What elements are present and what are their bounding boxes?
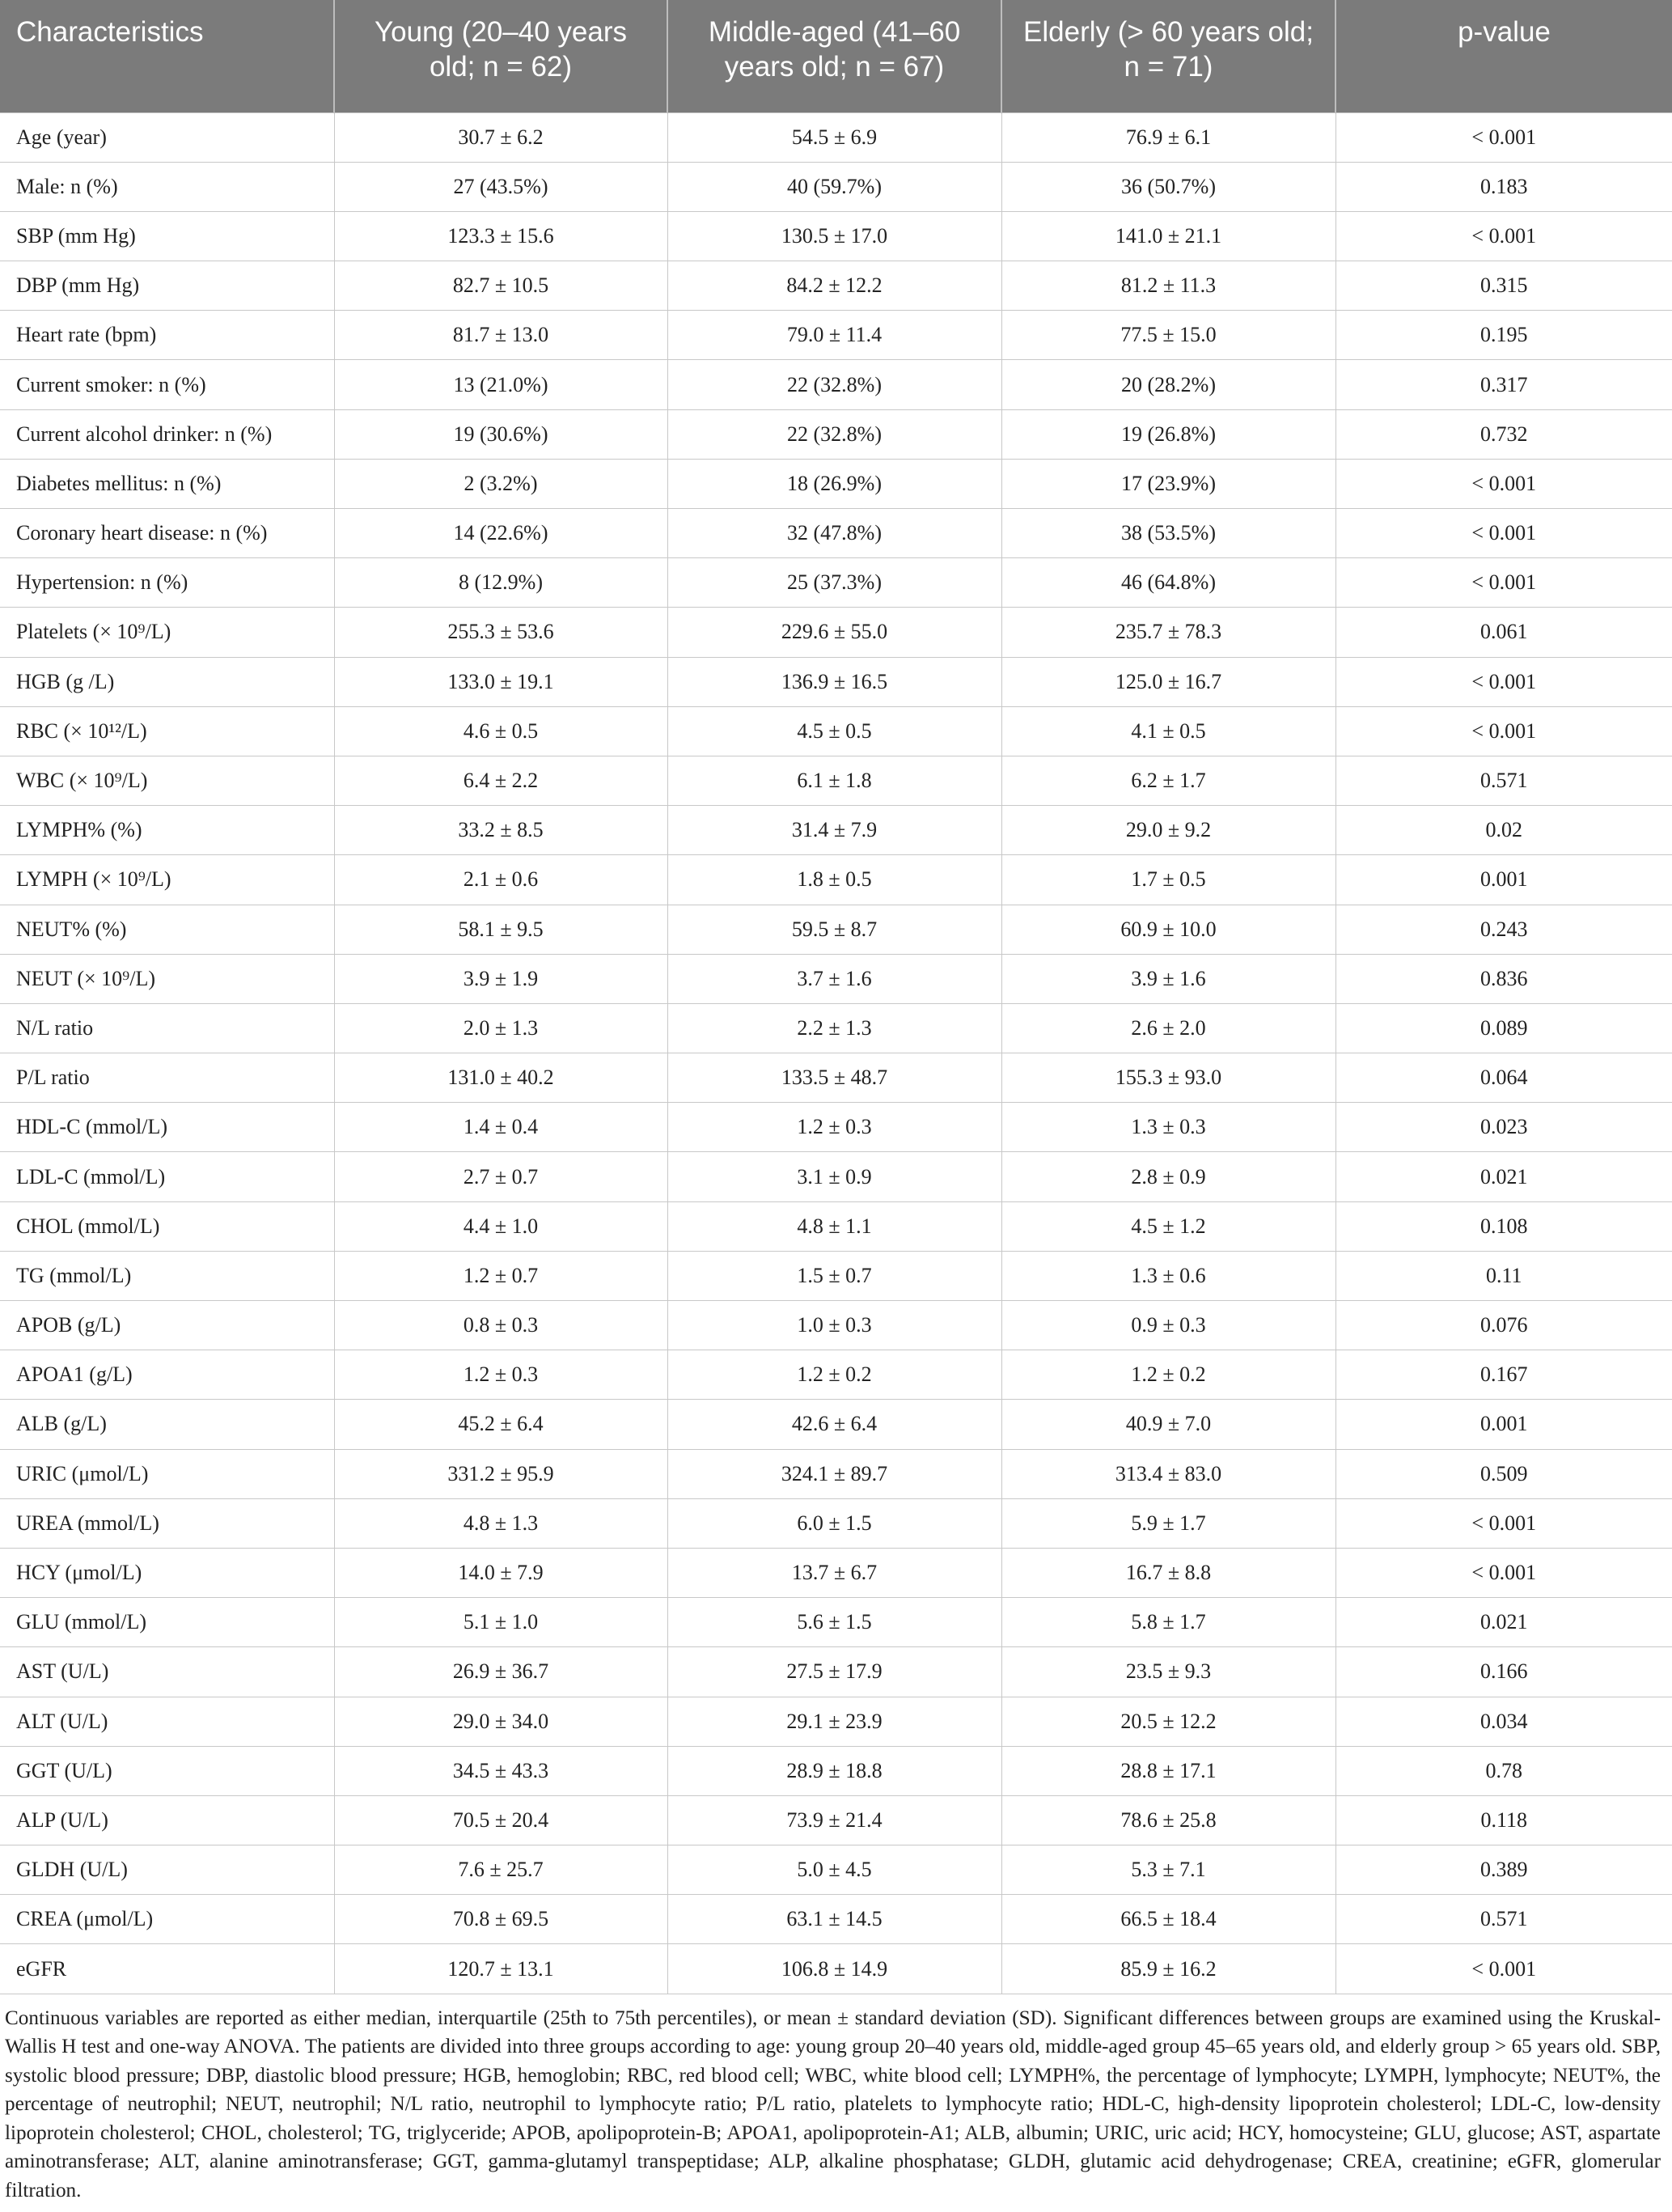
characteristic-cell: P/L ratio [0, 1053, 334, 1103]
young-cell: 70.8 ± 69.5 [334, 1895, 667, 1944]
p-value-cell: 0.195 [1335, 311, 1672, 360]
table-row [0, 1598, 1672, 1647]
young-cell: 7.6 ± 25.7 [334, 1845, 667, 1895]
middle-aged-cell: 1.2 ± 0.2 [667, 1350, 1001, 1400]
elderly-cell: 141.0 ± 21.1 [1001, 211, 1335, 261]
table-row [0, 1944, 1672, 1994]
middle-aged-cell: 73.9 ± 21.4 [667, 1795, 1001, 1845]
middle-aged-cell: 27.5 ± 17.9 [667, 1647, 1001, 1697]
young-cell: 2.0 ± 1.3 [334, 1003, 667, 1053]
table-row [0, 459, 1672, 508]
young-cell: 331.2 ± 95.9 [334, 1449, 667, 1498]
middle-aged-cell: 130.5 ± 17.0 [667, 211, 1001, 261]
p-value-cell: 0.78 [1335, 1746, 1672, 1795]
elderly-cell: 4.5 ± 1.2 [1001, 1201, 1335, 1251]
elderly-cell: 5.3 ± 7.1 [1001, 1845, 1335, 1895]
p-value-cell: 0.571 [1335, 1895, 1672, 1944]
young-cell: 255.3 ± 53.6 [334, 608, 667, 657]
characteristic-cell: HGB (g /L) [0, 657, 334, 706]
p-value-cell: < 0.001 [1335, 211, 1672, 261]
p-value-cell: 0.183 [1335, 162, 1672, 211]
table-row [0, 954, 1672, 1003]
header-characteristics: Characteristics [16, 16, 204, 48]
p-value-cell: < 0.001 [1335, 1548, 1672, 1597]
characteristic-cell: CREA (μmol/L) [0, 1895, 334, 1944]
young-cell: 19 (30.6%) [334, 409, 667, 459]
elderly-cell: 2.6 ± 2.0 [1001, 1003, 1335, 1053]
middle-aged-cell: 1.5 ± 0.7 [667, 1251, 1001, 1300]
young-cell: 4.6 ± 0.5 [334, 706, 667, 756]
header-young: Young (20–40 years old; n = 62) [334, 0, 667, 112]
table-footnote: Continuous variables are reported as either median, interquartile (25th to 75th percentiles), or mean ± standard deviation (SD). Significant differences between groups are examined using the Kruskal-Wallis H test and one-way ANOVA. The patients are divided into three groups according to age: young group 20–40 years old, middle-aged group 45–65 years old, and elderly group > 65 years old. SBP, systolic blood pressure; DBP, diastolic blood pressure; HGB, hemoglobin; RBC, red blood cell; WBC, white blood cell; LYMPH%, the percentage of lymphocyte; LYMPH, lymphocyte; NEUT%, the percentage of neutrophil; NEUT, neutrophil; N/L ratio, neutrophil to lymphocyte ratio; P/L ratio, platelets to lymphocyte ratio; HDL-C, high-density lipoprotein cholesterol; LDL-C, low-density lipoprotein cholesterol; CHOL, cholesterol; TG, triglyceride; APOB, apolipoprotein-B; APOA1, apolipoprotein-A1; ALB, albumin; URIC, uric acid; HCY, homocysteine; GLU, glucose; AST, aspartate aminotransferase; ALT, alanine aminotransferase; GGT, gamma-glutamyl transpeptidase; ALP, alkaline phosphatase; GLDH, glutamic acid dehydrogenase; CREA, creatinine; eGFR, glomerular filtration. [5, 2006, 1661, 2201]
table-row [0, 905, 1672, 954]
young-cell: 82.7 ± 10.5 [334, 261, 667, 311]
young-cell: 2 (3.2%) [334, 459, 667, 508]
middle-aged-cell: 29.1 ± 23.9 [667, 1697, 1001, 1746]
young-cell: 26.9 ± 36.7 [334, 1647, 667, 1697]
middle-aged-cell: 25 (37.3%) [667, 558, 1001, 608]
middle-aged-cell: 4.8 ± 1.1 [667, 1201, 1001, 1251]
header-row [0, 0, 1672, 112]
elderly-cell: 60.9 ± 10.0 [1001, 905, 1335, 954]
elderly-cell: 2.8 ± 0.9 [1001, 1152, 1335, 1201]
table-row [0, 311, 1672, 360]
young-cell: 131.0 ± 40.2 [334, 1053, 667, 1103]
elderly-cell: 29.0 ± 9.2 [1001, 806, 1335, 855]
characteristic-cell: UREA (mmol/L) [0, 1498, 334, 1548]
table-row [0, 806, 1672, 855]
middle-aged-cell: 1.8 ± 0.5 [667, 855, 1001, 905]
table-row [0, 1103, 1672, 1152]
middle-aged-cell: 79.0 ± 11.4 [667, 311, 1001, 360]
young-cell: 1.2 ± 0.3 [334, 1350, 667, 1400]
p-value-cell: 0.732 [1335, 409, 1672, 459]
p-value-cell: 0.064 [1335, 1053, 1672, 1103]
elderly-cell: 76.9 ± 6.1 [1001, 112, 1335, 162]
elderly-cell: 17 (23.9%) [1001, 459, 1335, 508]
young-cell: 5.1 ± 1.0 [334, 1598, 667, 1647]
middle-aged-cell: 106.8 ± 14.9 [667, 1944, 1001, 1994]
middle-aged-cell: 6.1 ± 1.8 [667, 756, 1001, 805]
middle-aged-cell: 18 (26.9%) [667, 459, 1001, 508]
characteristic-cell: Male: n (%) [0, 162, 334, 211]
characteristic-cell: URIC (μmol/L) [0, 1449, 334, 1498]
young-cell: 30.7 ± 6.2 [334, 112, 667, 162]
table-row [0, 1350, 1672, 1400]
table-row [0, 1498, 1672, 1548]
p-value-cell: 0.023 [1335, 1103, 1672, 1152]
header-p-value: p-value [1335, 0, 1672, 112]
middle-aged-cell: 63.1 ± 14.5 [667, 1895, 1001, 1944]
elderly-cell: 19 (26.8%) [1001, 409, 1335, 459]
characteristic-cell: APOB (g/L) [0, 1301, 334, 1350]
characteristic-cell: LYMPH (× 10⁹/L) [0, 855, 334, 905]
elderly-cell: 3.9 ± 1.6 [1001, 954, 1335, 1003]
characteristic-cell: ALB (g/L) [0, 1400, 334, 1449]
p-value-cell: < 0.001 [1335, 1498, 1672, 1548]
characteristic-cell: HDL-C (mmol/L) [0, 1103, 334, 1152]
characteristic-cell: DBP (mm Hg) [0, 261, 334, 311]
characteristic-cell: NEUT (× 10⁹/L) [0, 954, 334, 1003]
elderly-cell: 20 (28.2%) [1001, 360, 1335, 409]
characteristic-cell: HCY (μmol/L) [0, 1548, 334, 1597]
elderly-cell: 16.7 ± 8.8 [1001, 1548, 1335, 1597]
young-cell: 1.4 ± 0.4 [334, 1103, 667, 1152]
middle-aged-cell: 40 (59.7%) [667, 162, 1001, 211]
p-value-cell: 0.167 [1335, 1350, 1672, 1400]
p-value-cell: < 0.001 [1335, 112, 1672, 162]
p-value-cell: 0.001 [1335, 1400, 1672, 1449]
characteristic-cell: NEUT% (%) [0, 905, 334, 954]
middle-aged-cell: 4.5 ± 0.5 [667, 706, 1001, 756]
table-row [0, 1895, 1672, 1944]
middle-aged-cell: 136.9 ± 16.5 [667, 657, 1001, 706]
young-cell: 8 (12.9%) [334, 558, 667, 608]
p-value-cell: 0.076 [1335, 1301, 1672, 1350]
p-value-cell: 0.315 [1335, 261, 1672, 311]
table-row [0, 1251, 1672, 1300]
characteristic-cell: LYMPH% (%) [0, 806, 334, 855]
table-row [0, 1201, 1672, 1251]
elderly-cell: 313.4 ± 83.0 [1001, 1449, 1335, 1498]
elderly-cell: 1.7 ± 0.5 [1001, 855, 1335, 905]
characteristic-cell: GLDH (U/L) [0, 1845, 334, 1895]
middle-aged-cell: 13.7 ± 6.7 [667, 1548, 1001, 1597]
characteristic-cell: Hypertension: n (%) [0, 558, 334, 608]
elderly-cell: 1.3 ± 0.6 [1001, 1251, 1335, 1300]
elderly-cell: 23.5 ± 9.3 [1001, 1647, 1335, 1697]
characteristic-cell: Diabetes mellitus: n (%) [0, 459, 334, 508]
characteristic-cell: Age (year) [0, 112, 334, 162]
p-value-cell: 0.02 [1335, 806, 1672, 855]
elderly-cell: 1.3 ± 0.3 [1001, 1103, 1335, 1152]
middle-aged-cell: 1.0 ± 0.3 [667, 1301, 1001, 1350]
young-cell: 123.3 ± 15.6 [334, 211, 667, 261]
table-row [0, 1152, 1672, 1201]
p-value-cell: < 0.001 [1335, 558, 1672, 608]
table-row [0, 855, 1672, 905]
p-value-cell: < 0.001 [1335, 706, 1672, 756]
elderly-cell: 5.8 ± 1.7 [1001, 1598, 1335, 1647]
elderly-cell: 6.2 ± 1.7 [1001, 756, 1335, 805]
p-value-cell: 0.317 [1335, 360, 1672, 409]
elderly-cell: 85.9 ± 16.2 [1001, 1944, 1335, 1994]
elderly-cell: 66.5 ± 18.4 [1001, 1895, 1335, 1944]
middle-aged-cell: 5.6 ± 1.5 [667, 1598, 1001, 1647]
middle-aged-cell: 59.5 ± 8.7 [667, 905, 1001, 954]
table-row [0, 558, 1672, 608]
table-row [0, 1053, 1672, 1103]
table-row [0, 706, 1672, 756]
p-value-cell: 0.108 [1335, 1201, 1672, 1251]
characteristic-cell: ALT (U/L) [0, 1697, 334, 1746]
elderly-cell: 46 (64.8%) [1001, 558, 1335, 608]
young-cell: 3.9 ± 1.9 [334, 954, 667, 1003]
table-row [0, 1647, 1672, 1697]
characteristic-cell: Heart rate (bpm) [0, 311, 334, 360]
characteristic-cell: Coronary heart disease: n (%) [0, 509, 334, 558]
elderly-cell: 77.5 ± 15.0 [1001, 311, 1335, 360]
p-value-cell: 0.509 [1335, 1449, 1672, 1498]
elderly-cell: 20.5 ± 12.2 [1001, 1697, 1335, 1746]
middle-aged-cell: 6.0 ± 1.5 [667, 1498, 1001, 1548]
p-value-cell: 0.11 [1335, 1251, 1672, 1300]
elderly-cell: 155.3 ± 93.0 [1001, 1053, 1335, 1103]
table-row [0, 1795, 1672, 1845]
p-value-cell: 0.118 [1335, 1795, 1672, 1845]
young-cell: 70.5 ± 20.4 [334, 1795, 667, 1845]
young-cell: 14 (22.6%) [334, 509, 667, 558]
table-row [0, 409, 1672, 459]
p-value-cell: 0.571 [1335, 756, 1672, 805]
p-value-cell: 0.034 [1335, 1697, 1672, 1746]
middle-aged-cell: 3.1 ± 0.9 [667, 1152, 1001, 1201]
characteristic-cell: SBP (mm Hg) [0, 211, 334, 261]
p-value-cell: 0.836 [1335, 954, 1672, 1003]
middle-aged-cell: 84.2 ± 12.2 [667, 261, 1001, 311]
p-value-cell: 0.021 [1335, 1598, 1672, 1647]
p-value-cell: 0.001 [1335, 855, 1672, 905]
middle-aged-cell: 22 (32.8%) [667, 360, 1001, 409]
characteristic-cell: eGFR [0, 1944, 334, 1994]
table-row [0, 1746, 1672, 1795]
table-row [0, 509, 1672, 558]
middle-aged-cell: 1.2 ± 0.3 [667, 1103, 1001, 1152]
p-value-cell: 0.061 [1335, 608, 1672, 657]
middle-aged-cell: 42.6 ± 6.4 [667, 1400, 1001, 1449]
characteristic-cell: ALP (U/L) [0, 1795, 334, 1845]
elderly-cell: 0.9 ± 0.3 [1001, 1301, 1335, 1350]
table-row [0, 1003, 1672, 1053]
young-cell: 33.2 ± 8.5 [334, 806, 667, 855]
table-row [0, 1301, 1672, 1350]
middle-aged-cell: 54.5 ± 6.9 [667, 112, 1001, 162]
middle-aged-cell: 5.0 ± 4.5 [667, 1845, 1001, 1895]
middle-aged-cell: 28.9 ± 18.8 [667, 1746, 1001, 1795]
middle-aged-cell: 32 (47.8%) [667, 509, 1001, 558]
characteristic-cell: Current alcohol drinker: n (%) [0, 409, 334, 459]
table-row [0, 756, 1672, 805]
young-cell: 4.8 ± 1.3 [334, 1498, 667, 1548]
young-cell: 4.4 ± 1.0 [334, 1201, 667, 1251]
table-row [0, 1449, 1672, 1498]
elderly-cell: 28.8 ± 17.1 [1001, 1746, 1335, 1795]
p-value-cell: < 0.001 [1335, 509, 1672, 558]
young-cell: 2.1 ± 0.6 [334, 855, 667, 905]
table-row [0, 608, 1672, 657]
elderly-cell: 78.6 ± 25.8 [1001, 1795, 1335, 1845]
middle-aged-cell: 3.7 ± 1.6 [667, 954, 1001, 1003]
elderly-cell: 81.2 ± 11.3 [1001, 261, 1335, 311]
elderly-cell: 1.2 ± 0.2 [1001, 1350, 1335, 1400]
young-cell: 6.4 ± 2.2 [334, 756, 667, 805]
elderly-cell: 40.9 ± 7.0 [1001, 1400, 1335, 1449]
young-cell: 13 (21.0%) [334, 360, 667, 409]
table-row [0, 360, 1672, 409]
young-cell: 29.0 ± 34.0 [334, 1697, 667, 1746]
elderly-cell: 235.7 ± 78.3 [1001, 608, 1335, 657]
p-value-cell: 0.166 [1335, 1647, 1672, 1697]
elderly-cell: 125.0 ± 16.7 [1001, 657, 1335, 706]
p-value-cell: 0.089 [1335, 1003, 1672, 1053]
elderly-cell: 5.9 ± 1.7 [1001, 1498, 1335, 1548]
characteristic-cell: WBC (× 10⁹/L) [0, 756, 334, 805]
table-row [0, 1845, 1672, 1895]
young-cell: 1.2 ± 0.7 [334, 1251, 667, 1300]
p-value-cell: 0.389 [1335, 1845, 1672, 1895]
young-cell: 0.8 ± 0.3 [334, 1301, 667, 1350]
young-cell: 81.7 ± 13.0 [334, 311, 667, 360]
elderly-cell: 36 (50.7%) [1001, 162, 1335, 211]
p-value-cell: 0.021 [1335, 1152, 1672, 1201]
middle-aged-cell: 229.6 ± 55.0 [667, 608, 1001, 657]
header-elderly: Elderly (> 60 years old; n = 71) [1001, 0, 1335, 112]
young-cell: 45.2 ± 6.4 [334, 1400, 667, 1449]
table-row [0, 1697, 1672, 1746]
table-header [0, 0, 1672, 112]
header-middle-aged: Middle-aged (41–60 years old; n = 67) [667, 0, 1001, 112]
characteristic-cell: N/L ratio [0, 1003, 334, 1053]
middle-aged-cell: 2.2 ± 1.3 [667, 1003, 1001, 1053]
p-value-cell: < 0.001 [1335, 459, 1672, 508]
p-value-cell: 0.243 [1335, 905, 1672, 954]
middle-aged-cell: 133.5 ± 48.7 [667, 1053, 1001, 1103]
middle-aged-cell: 22 (32.8%) [667, 409, 1001, 459]
characteristic-cell: Current smoker: n (%) [0, 360, 334, 409]
middle-aged-cell: 324.1 ± 89.7 [667, 1449, 1001, 1498]
table-row [0, 261, 1672, 311]
young-cell: 14.0 ± 7.9 [334, 1548, 667, 1597]
characteristic-cell: APOA1 (g/L) [0, 1350, 334, 1400]
characteristic-cell: TG (mmol/L) [0, 1251, 334, 1300]
table-row [0, 657, 1672, 706]
young-cell: 2.7 ± 0.7 [334, 1152, 667, 1201]
table-row [0, 162, 1672, 211]
p-value-cell: < 0.001 [1335, 1944, 1672, 1994]
p-value-cell: < 0.001 [1335, 657, 1672, 706]
young-cell: 34.5 ± 43.3 [334, 1746, 667, 1795]
elderly-cell: 4.1 ± 0.5 [1001, 706, 1335, 756]
elderly-cell: 38 (53.5%) [1001, 509, 1335, 558]
characteristic-cell: GGT (U/L) [0, 1746, 334, 1795]
table-row [0, 1400, 1672, 1449]
young-cell: 120.7 ± 13.1 [334, 1944, 667, 1994]
table-row [0, 112, 1672, 162]
characteristic-cell: Platelets (× 10⁹/L) [0, 608, 334, 657]
young-cell: 58.1 ± 9.5 [334, 905, 667, 954]
characteristic-cell: CHOL (mmol/L) [0, 1201, 334, 1251]
table-body [0, 112, 1672, 1994]
table-row [0, 1548, 1672, 1597]
characteristic-cell: RBC (× 10¹²/L) [0, 706, 334, 756]
characteristic-cell: GLU (mmol/L) [0, 1598, 334, 1647]
characteristic-cell: LDL-C (mmol/L) [0, 1152, 334, 1201]
characteristic-cell: AST (U/L) [0, 1647, 334, 1697]
middle-aged-cell: 31.4 ± 7.9 [667, 806, 1001, 855]
young-cell: 133.0 ± 19.1 [334, 657, 667, 706]
young-cell: 27 (43.5%) [334, 162, 667, 211]
table-row [0, 211, 1672, 261]
